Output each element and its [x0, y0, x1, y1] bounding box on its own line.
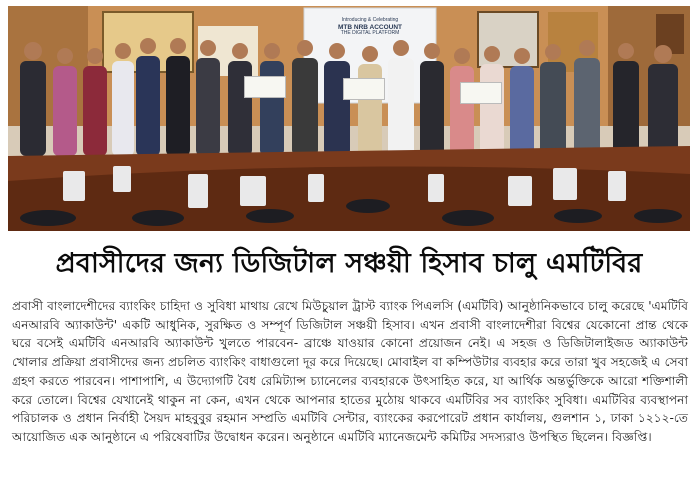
- banner-line-2: MTB NRB ACCOUNT: [337, 23, 403, 31]
- article-body: প্রবাসী বাংলাদেশীদের ব্যাংকিং চাহিদা ও সুবিধা মাথায় রেখে মিউচুয়াল ট্রাস্ট ব্যাংক পিএলসি (এমটিবি) আনুষ্ঠানিকভাবে চালু করেছে 'এমটিবি এনআরবি অ্যাকাউন্ট' একটি আধুনিক, সুরক্ষিত ও সম্পূর্ণ ডিজিটাল সঞ্চয়ী হিসাব। এখন প্রবাসী বাংলাদেশীরা বিশ্বের যেকোনো প্রান্ত থেকে ঘরে বসেই এমটিবি এনআরবি অ্যাকাউন্ট খুলতে পারবেন- ব্রাঞ্চে যাওয়ার কোনো প্রয়োজন নেই। এ সহজ ও ডিজিটালাইজড অ্যাকাউন্ট খোলার প্রক্রিয়া প্রবাসীদের জন্য প্রচলিত ব্যাংকিং বাধাগুলো দূর করে দিয়েছে। মোবাইল বা কম্পিউটার ব্যবহার করে তারা খুব সহজেই এ সেবা গ্রহণ করতে পারবেন। পাশাপাশি, এ উদ্যোগটি বৈধ রেমিট্যান্স চ্যানেলের ব্যবহারকে উৎসাহিত করে, যা আর্থিক অন্তর্ভুক্তিকে আরো শক্তিশালী করে তোলে। বিশ্বের যেখানেই থাকুন না কেন, এখন থেকে আপনার হাতের মুঠোয় থাকবে এমটিবির সব ব্যাংকিং সুবিধা। এমটিবির ব্যবস্থাপনা পরিচালক ও প্রধান নির্বাহী সৈয়দ মাহবুবুর রহমান সম্প্রতি এমটিবি সেন্টার, ব্যাংকের করপোরেট প্রধান কার্যালয়, গুলশান ১, ঢাকা ১২১২-তে আয়োজিত এক আনুষ্ঠানে এ পরিষেবাটির উদ্বোধন করেন। অনুষ্ঠানে এমটিবি ম্যানেজমেন্ট কমিটির সদস্যরাও উপস্থিত ছিলেন। বিজ্ঞপ্তি।: [12, 299, 688, 444]
- banner-line-1: Introducing & Celebrating: [341, 17, 399, 23]
- event-banner: [311, 18, 429, 37]
- article-headline: প্রবাসীদের জন্য ডিজিটাল সঞ্চয়ী হিসাব চালু এমটিবির: [55, 248, 643, 279]
- news-photo: [8, 6, 690, 231]
- banner-line-3: THE DIGITAL PLATFORM: [340, 30, 400, 37]
- placard: [244, 76, 286, 98]
- placard: [460, 82, 502, 104]
- photo-scene: [8, 6, 690, 231]
- placard: [343, 78, 385, 100]
